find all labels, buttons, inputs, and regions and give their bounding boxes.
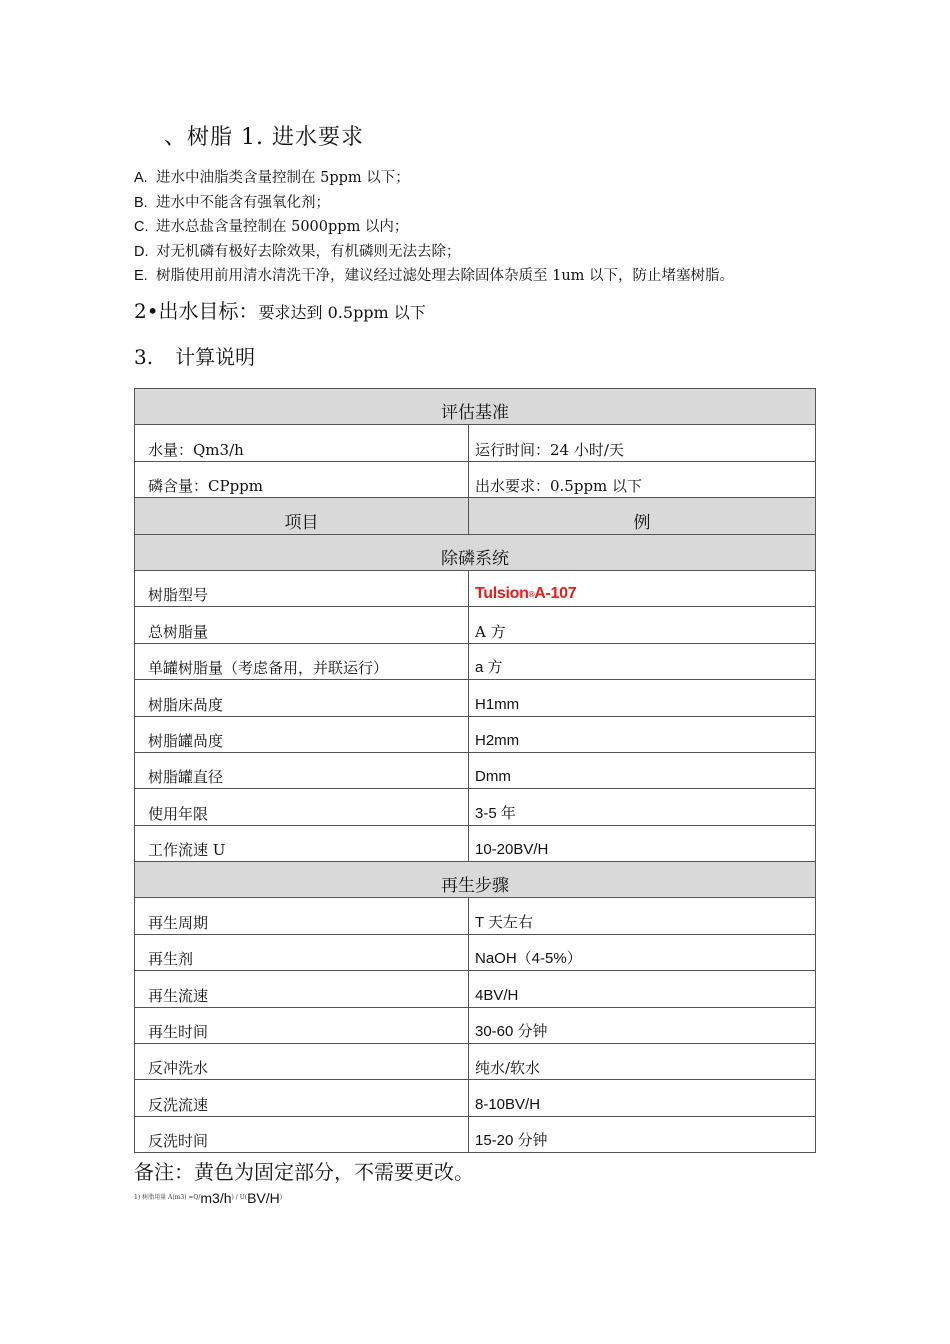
removal-header: 除磷系统	[135, 534, 816, 570]
table-cell: H2mm	[469, 716, 816, 752]
section2-prefix: 2•出水目标：	[134, 299, 259, 323]
table-cell: 单罐树脂量（考虑备用，并联运行）	[135, 643, 469, 679]
table-row	[135, 643, 816, 679]
list-text: 进水中不能含有强氧化剂；	[156, 194, 330, 211]
table-row	[135, 752, 816, 788]
table-cell: 纯水/软水	[469, 1044, 816, 1080]
table-cell: 使用年限	[135, 789, 469, 825]
table-cell: 出水要求：0.5ppm 以下	[469, 461, 816, 497]
table-cell: 4BV/H	[469, 971, 816, 1007]
table-section-row	[135, 534, 816, 570]
list-marker: B.	[134, 194, 148, 211]
table-cell: 总树脂量	[135, 607, 469, 643]
section2-text: 要求达到 0.5ppm 以下	[258, 303, 426, 322]
table-row	[135, 934, 816, 970]
table-cell: 树脂罐直径	[135, 752, 469, 788]
table-cell: 再生剂	[135, 934, 469, 970]
table-cell: 再生周期	[135, 898, 469, 934]
list-text: 对无机磷有极好去除效果，有机磷则无法去除；	[156, 243, 461, 260]
table-row	[135, 570, 816, 606]
table-cell: NaOH（4-5%）	[469, 934, 816, 970]
table-row	[135, 461, 816, 497]
table-cell: 运行时间：24 小时/天	[469, 425, 816, 461]
table-cell: Dmm	[469, 752, 816, 788]
list-marker: E.	[134, 268, 148, 284]
table-row	[135, 425, 816, 461]
table-cell: 8-10BV/H	[469, 1080, 816, 1116]
table-row	[135, 971, 816, 1007]
table-cell: 磷含量：CPppm	[135, 461, 469, 497]
table-cell: 10-20BV/H	[469, 825, 816, 861]
table-cell: 树脂罐咼度	[135, 716, 469, 752]
list-marker: A.	[134, 170, 148, 186]
list-item	[134, 191, 834, 216]
table-row	[135, 898, 816, 934]
requirements-list	[134, 166, 834, 289]
footnote-part: ) / U(	[231, 1194, 248, 1201]
footnote-formula	[134, 1190, 282, 1206]
list-marker: D.	[134, 243, 149, 260]
section1-title: 、树脂 1. 进水要求	[164, 125, 364, 150]
section2-heading	[134, 295, 426, 324]
table-cell: 工作流速 U	[135, 825, 469, 861]
column-header-example: 例	[469, 498, 816, 534]
table-cell: 反洗时间	[135, 1116, 469, 1152]
section3-title: 计算说明	[175, 345, 256, 369]
table-cell: 树脂床咼度	[135, 680, 469, 716]
table-cell: 水量：Qm3/h	[135, 425, 469, 461]
footnote-part: )	[279, 1194, 283, 1201]
table-cell: H1mm	[469, 680, 816, 716]
table-cell: 30-60 分钟	[469, 1007, 816, 1043]
regen-header: 再生步骤	[135, 862, 816, 898]
table-cell: 反冲洗水	[135, 1044, 469, 1080]
table-row	[135, 607, 816, 643]
table-cell: a 方	[469, 643, 816, 679]
section3-number: 3.	[134, 345, 154, 369]
section3-heading	[134, 341, 255, 370]
table-row	[135, 1080, 816, 1116]
table-cell: 反洗流速	[135, 1080, 469, 1116]
note: 备注：黄色为固定部分，不需要更改。	[134, 1160, 474, 1184]
eval-header: 评估基准	[135, 389, 816, 425]
footnote-part: BV/H	[247, 1190, 280, 1206]
resin-brand: Tulsion®A-107	[475, 585, 577, 603]
list-marker: C.	[134, 219, 149, 235]
table-cell	[469, 570, 816, 606]
table-cell: 3-5 年	[469, 789, 816, 825]
table-row	[135, 1044, 816, 1080]
table-section-row	[135, 389, 816, 425]
table-header-row	[135, 498, 816, 534]
list-text: 进水总盐含量控制在 5000ppm 以内；	[156, 219, 409, 235]
footnote-part: m3/h	[200, 1190, 232, 1206]
table-row	[135, 680, 816, 716]
table-cell: T 天左右	[469, 898, 816, 934]
table-cell: 再生流速	[135, 971, 469, 1007]
table-cell: A 方	[469, 607, 816, 643]
list-text: 树脂使用前用清水清洗干净，建议经过滤处理去除固体杂质至 1um 以下，防止堵塞树脂。	[156, 268, 735, 284]
table-row	[135, 716, 816, 752]
list-item	[134, 264, 834, 289]
footnote-part: (m3) =Q/	[172, 1194, 201, 1201]
table-cell: 再生时间	[135, 1007, 469, 1043]
list-item	[134, 240, 834, 265]
table-cell: 树脂型号	[135, 570, 469, 606]
table-row	[135, 789, 816, 825]
table-row	[135, 1007, 816, 1043]
table-row	[135, 825, 816, 861]
footnote-part: 1) 树脂用量 A	[134, 1194, 173, 1201]
column-header-item: 项目	[135, 498, 469, 534]
table-cell: 15-20 分钟	[469, 1116, 816, 1152]
list-item	[134, 166, 834, 191]
table-row	[135, 1116, 816, 1152]
list-item	[134, 215, 834, 240]
table-section-row	[135, 862, 816, 898]
list-text: 进水中油脂类含量控制在 5ppm 以下；	[156, 170, 410, 186]
calculation-table	[134, 388, 816, 1153]
